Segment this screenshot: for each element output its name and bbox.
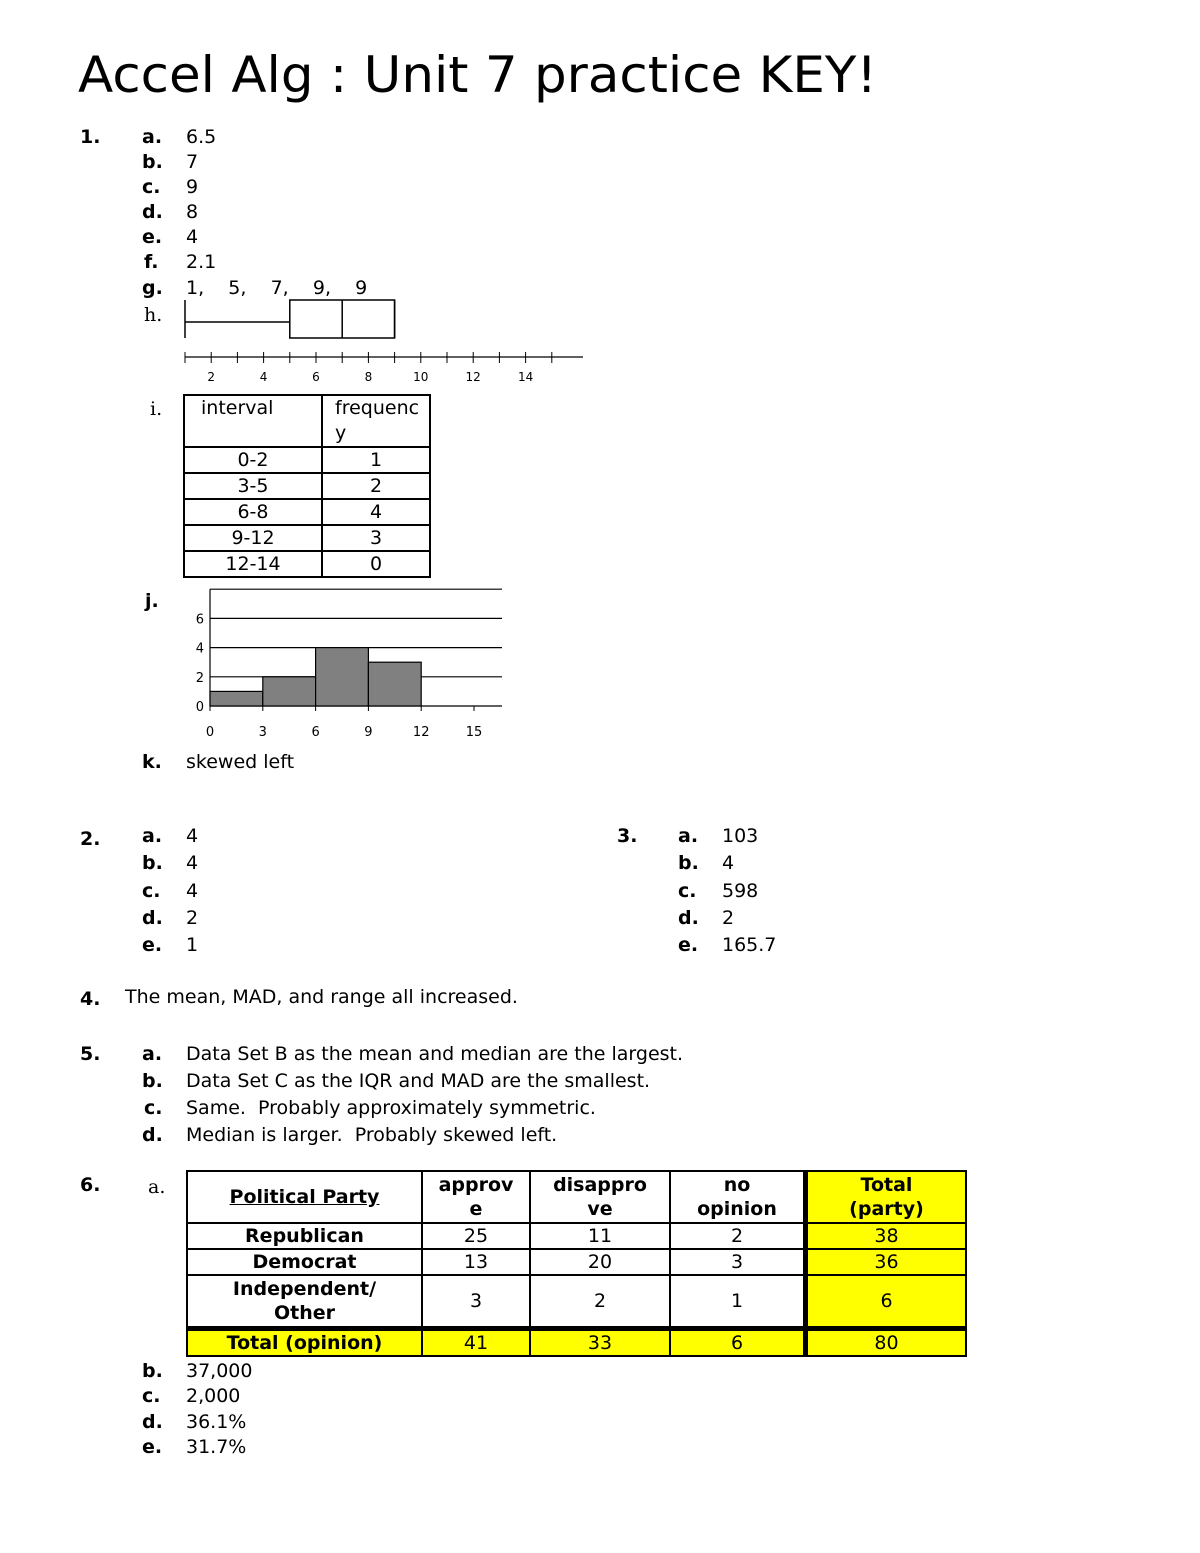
q1f-answer: 2.1 <box>186 251 217 273</box>
table-cell: 25 <box>422 1223 530 1249</box>
table-header-row <box>187 1171 966 1223</box>
table-cell: 4 <box>322 499 430 525</box>
table-cell: 0-2 <box>184 447 322 473</box>
q2a-letter: a. <box>142 825 163 847</box>
number-line-label: 2 <box>207 370 216 384</box>
number-line-label: 10 <box>413 370 429 384</box>
table-cell: 36 <box>806 1249 967 1275</box>
table-cell: 3 <box>670 1249 806 1275</box>
two-way-table <box>186 1170 967 1357</box>
table-row <box>184 525 430 551</box>
histogram-y-label: 2 <box>195 670 204 686</box>
q1g-letter: g. <box>142 277 163 299</box>
table-header: disappro ve <box>530 1171 670 1223</box>
table-total-row <box>187 1329 966 1357</box>
q3e-answer: 165.7 <box>722 934 777 956</box>
q1b-letter: b. <box>142 151 163 173</box>
histogram-x-label: 12 <box>412 725 430 740</box>
q1d-answer: 8 <box>186 201 199 223</box>
table-cell: 80 <box>806 1329 967 1357</box>
number-line-label: 14 <box>517 370 534 384</box>
table-header: approv e <box>422 1171 530 1223</box>
table-cell: 2 <box>322 473 430 499</box>
q2e-letter: e. <box>142 934 163 956</box>
q3d-letter: d. <box>678 907 699 929</box>
histogram-x-label: 15 <box>465 725 483 740</box>
histogram-bar <box>316 648 369 706</box>
q6b-answer: 37,000 <box>186 1360 253 1382</box>
q1e-answer: 4 <box>186 226 199 248</box>
q6-number: 6. <box>80 1174 101 1196</box>
table-cell: 2 <box>530 1275 670 1329</box>
number-line-label: 12 <box>465 370 481 384</box>
table-cell: 1 <box>670 1275 806 1329</box>
q2b-letter: b. <box>142 852 163 874</box>
number-line-label: 4 <box>259 370 268 384</box>
q5c-letter: c. <box>144 1097 163 1119</box>
histogram-bar <box>210 691 263 706</box>
q2e-answer: 1 <box>186 934 199 956</box>
q2c-answer: 4 <box>186 880 199 902</box>
q6d-answer: 36.1% <box>186 1411 247 1433</box>
q6c-answer: 2,000 <box>186 1385 241 1407</box>
table-header: interval <box>184 395 322 447</box>
q2a-answer: 4 <box>186 825 199 847</box>
table-cell: 20 <box>530 1249 670 1275</box>
number-line-label: 8 <box>364 370 373 384</box>
table-header: Political Party <box>187 1171 422 1223</box>
q3b-answer: 4 <box>722 852 735 874</box>
table-cell: Republican <box>187 1223 422 1249</box>
table-header: Total (party) <box>806 1171 967 1223</box>
table-cell: Democrat <box>187 1249 422 1275</box>
histogram-y-label: 0 <box>195 700 204 715</box>
histogram-x-label: 6 <box>311 725 320 740</box>
q5a-letter: a. <box>142 1043 163 1065</box>
table-header-row <box>184 395 430 447</box>
q1a-letter: a. <box>142 126 163 148</box>
histogram-bar <box>263 677 316 706</box>
q6c-letter: c. <box>142 1385 161 1407</box>
box-plot <box>180 296 590 388</box>
q5d-answer: Median is larger. Probably skewed left. <box>186 1124 558 1146</box>
q1k-answer: skewed left <box>186 751 295 773</box>
table-cell: 6-8 <box>184 499 322 525</box>
q1e-letter: e. <box>142 226 163 248</box>
q5b-answer: Data Set C as the IQR and MAD are the smallest. <box>186 1070 651 1092</box>
table-row <box>187 1249 966 1275</box>
table-row <box>184 551 430 577</box>
q2b-answer: 4 <box>186 852 199 874</box>
q4-number: 4. <box>80 988 101 1010</box>
q1-number: 1. <box>80 126 101 148</box>
table-cell: 2 <box>670 1223 806 1249</box>
q4-answer: The mean, MAD, and range all increased. <box>125 986 518 1008</box>
q6b-letter: b. <box>142 1360 163 1382</box>
q6e-letter: e. <box>142 1436 163 1458</box>
q1g-answer: 1, 5, 7, 9, 9 <box>186 277 368 299</box>
table-cell: 41 <box>422 1329 530 1357</box>
histogram-bar <box>368 662 421 706</box>
histogram-y-label: 4 <box>195 641 204 657</box>
q6a-letter: a. <box>148 1176 166 1198</box>
histogram-y-label: 6 <box>195 612 204 628</box>
table-row <box>187 1275 966 1329</box>
q6e-answer: 31.7% <box>186 1436 247 1458</box>
table-row <box>184 447 430 473</box>
q1i-letter: i. <box>150 398 163 420</box>
histogram-chart <box>180 582 510 744</box>
table-cell: Independent/ Other <box>187 1275 422 1329</box>
q1h-letter: h. <box>144 304 163 326</box>
q3a-answer: 103 <box>722 825 759 847</box>
q6d-letter: d. <box>142 1411 163 1433</box>
q3c-letter: c. <box>678 880 697 902</box>
table-row <box>184 499 430 525</box>
histogram-x-label: 3 <box>258 725 267 740</box>
table-cell: 6 <box>806 1275 967 1329</box>
table-cell: 38 <box>806 1223 967 1249</box>
q1a-answer: 6.5 <box>186 126 217 148</box>
histogram-x-label: 9 <box>364 725 373 740</box>
q2-number: 2. <box>80 828 101 850</box>
table-row <box>184 473 430 499</box>
q3e-letter: e. <box>678 934 699 956</box>
q3d-answer: 2 <box>722 907 735 929</box>
table-cell: 9-12 <box>184 525 322 551</box>
q5c-answer: Same. Probably approximately symmetric. <box>186 1097 596 1119</box>
q5a-answer: Data Set B as the mean and median are the largest. <box>186 1043 684 1065</box>
histogram-x-label: 0 <box>205 725 215 740</box>
q1f-letter: f. <box>144 251 159 273</box>
number-line-label: 6 <box>312 370 320 384</box>
q5-number: 5. <box>80 1043 101 1065</box>
table-cell: 13 <box>422 1249 530 1275</box>
q1b-answer: 7 <box>186 151 199 173</box>
table-cell: 3 <box>422 1275 530 1329</box>
q3c-answer: 598 <box>722 880 759 902</box>
q1j-letter: j. <box>145 590 159 612</box>
table-row <box>187 1223 966 1249</box>
table-cell: 6 <box>670 1329 806 1357</box>
table-cell: 33 <box>530 1329 670 1357</box>
q1c-letter: c. <box>142 176 161 198</box>
q3a-letter: a. <box>678 825 699 847</box>
table-cell: 11 <box>530 1223 670 1249</box>
q2c-letter: c. <box>142 880 161 902</box>
table-cell: 12-14 <box>184 551 322 577</box>
table-cell: 0 <box>322 551 430 577</box>
page-title: Accel Alg : Unit 7 practice KEY! <box>78 46 878 104</box>
table-cell: 1 <box>322 447 430 473</box>
table-header: frequenc y <box>322 395 430 447</box>
q3-number: 3. <box>617 825 638 847</box>
q5d-letter: d. <box>142 1124 163 1146</box>
q1d-letter: d. <box>142 201 163 223</box>
table-cell: 3 <box>322 525 430 551</box>
table-cell: 3-5 <box>184 473 322 499</box>
table-header: no opinion <box>670 1171 806 1223</box>
table-cell: Total (opinion) <box>187 1329 422 1357</box>
frequency-table <box>183 394 431 578</box>
q3b-letter: b. <box>678 852 699 874</box>
q1c-answer: 9 <box>186 176 199 198</box>
q2d-answer: 2 <box>186 907 199 929</box>
q5b-letter: b. <box>142 1070 163 1092</box>
q1k-letter: k. <box>142 751 162 773</box>
q2d-letter: d. <box>142 907 163 929</box>
